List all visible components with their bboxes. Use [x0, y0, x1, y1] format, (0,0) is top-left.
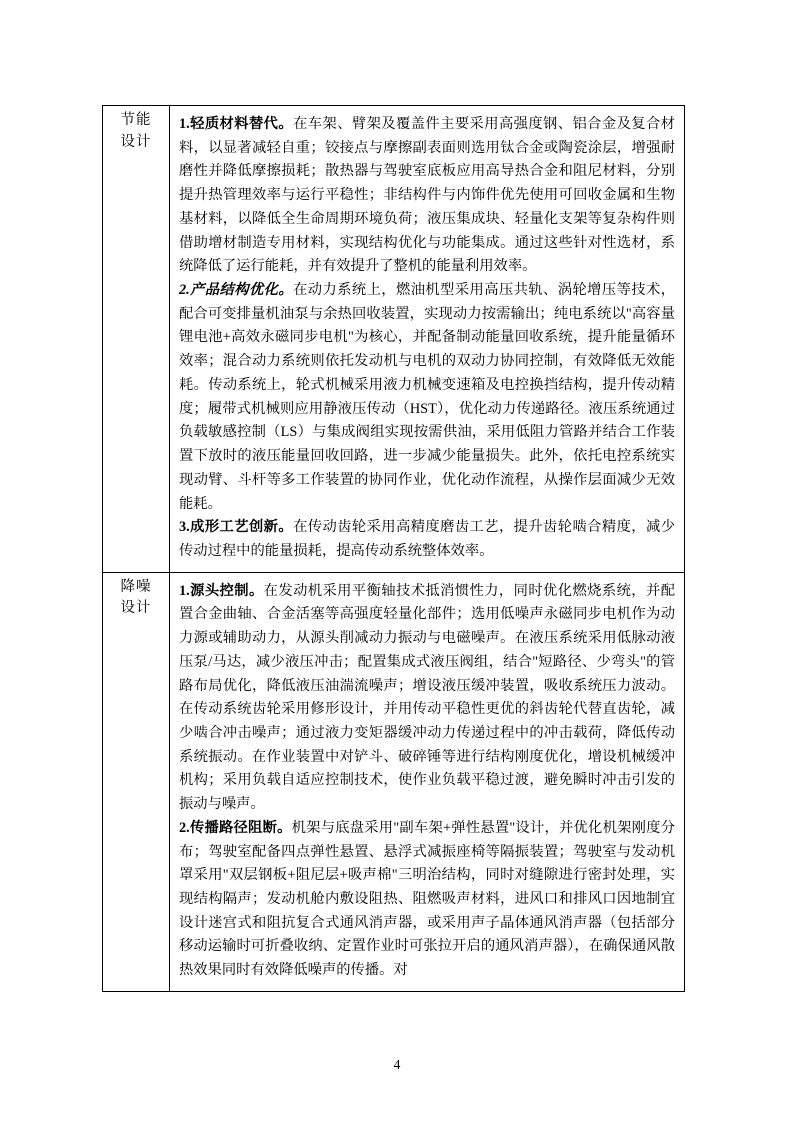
- row-label-line1: 降噪: [120, 578, 152, 595]
- paragraph: [179, 817, 675, 983]
- paragraph: [179, 113, 675, 279]
- row-label-noise-reduction: [103, 572, 170, 991]
- paragraph-lead: 2.传播路径阻断。: [179, 819, 292, 836]
- table-row: [103, 106, 685, 573]
- paragraph-text: 在动力系统上，燃油机型采用高压共轨、涡轮增压等技术，配合可变排量机油泵与余热回收装置，实现动力按需输出；纯电系统以"高容量锂电池+高效永磁同步电机"为核心，并配备制动能量回收系统，提升能量循环效率；混合动力系统则依托发动机与电机的双动力协同控制，有效降低无效能耗。传动系统上，轮式机械采用液力机械变速箱及电控换挡结构，提升传动精度；履带式机械则应用静液压传动（HST），优化动力传递路径。液压系统通过负载敏感控制（LS）与集成阀组实现按需供油，采用低阻力管路并结合工作装置下放时的液压能量回收回路，进一步减少能量损失。此外，依托电控系统实现动臂、斗杆等多工作装置的协同作业，优化动作流程，从操作层面减少无效能耗。: [179, 282, 675, 512]
- row-label-line1: 节能: [120, 112, 152, 128]
- paragraph: [179, 279, 675, 516]
- row-body-noise-reduction: [170, 572, 685, 991]
- paragraph-lead: 1.轻质材料替代。: [179, 116, 294, 132]
- row-body-energy-saving: [170, 106, 685, 573]
- paragraph-text: 在车架、臂架及覆盖件主要采用高强度钢、铝合金及复合材料，以显著减轻自重；铰接点与摩擦副表面则选用钛合金或陶瓷涂层，增强耐磨性并降低摩擦损耗；散热器与驾驶室底板应用高导热合金和阻尼材料，分别提升热管理效率与运行平稳性；非结构件与内饰件优先使用可回收金属和生物基材料，以降低全生命周期环境负荷；液压集成块、轻量化支架等复杂构件则借助增材制造专用材料，实现结构优化与功能集成。通过这些针对性选材，系统降低了运行能耗，并有效提升了整机的能量利用效率。: [179, 116, 675, 275]
- paragraph-text: 在发动机采用平衡轴技术抵消惯性力，同时优化燃烧系统，并配置合金曲轴、合金活塞等高强度轻量化部件；选用低噪声永磁同步电机作为动力源或辅助动力，从源头削减动力振动与电磁噪声。在液压系统采用低脉动液压泵/马达，减少液压冲击；配置集成式液压阀组，结合"短路径、少弯头"的管路布局优化，降低液压油湍流噪声；增设液压缓冲装置，吸收系统压力波动。在传动系统齿轮采用修形设计，并用传动平稳性更优的斜齿轮代替直齿轮，减少啮合冲击噪声；通过液力变矩器缓冲动力传递过程中的冲击载荷，降低传动系统振动。在作业装置中对铲斗、破碎锤等进行结构刚度优化，增设机械缓冲机构；采用负载自适应控制技术，使作业负载平稳过渡，避免瞬时冲击引发的振动与噪声。: [179, 582, 675, 813]
- table-row: [103, 572, 685, 991]
- row-label-line2: 设计: [120, 600, 152, 617]
- paragraph-text: 在传动齿轮采用高精度磨齿工艺，提升齿轮啮合精度，减少传动过程中的能量损耗，提高传动系统整体效率。: [179, 519, 675, 559]
- content-table: [102, 105, 685, 992]
- paragraph: [179, 580, 675, 817]
- row-label-energy-saving: [103, 106, 170, 573]
- row-label-line2: 设计: [120, 133, 152, 150]
- paragraph-lead: 1.源头控制。: [179, 582, 264, 599]
- paragraph-lead: 2.产品结构优化。: [179, 282, 294, 299]
- page-number: 4: [393, 1057, 401, 1072]
- paragraph: [179, 516, 675, 563]
- paragraph-text: 机架与底盘采用"副车架+弹性悬置"设计，并优化机架刚度分布；驾驶室配备四点弹性悬置、悬浮式减振座椅等隔振装置；驾驶室与发动机罩采用"双层钢板+阻尼层+吸声棉"三明治结构，同时对缝隙进行密封处理，实现结构隔声；发动机舱内敷设阻热、阻燃吸声材料，进风口和排风口因地制宜设计迷宫式和阻抗复合式通风消声器，或采用声子晶体通风消声器（包括部分移动运输时可折叠收纳、定置作业时可张拉开启的通风消声器），在确保通风散热效果同时有效降低噪声的传播。对: [179, 819, 675, 979]
- paragraph-lead: 3.成形工艺创新。: [179, 519, 294, 536]
